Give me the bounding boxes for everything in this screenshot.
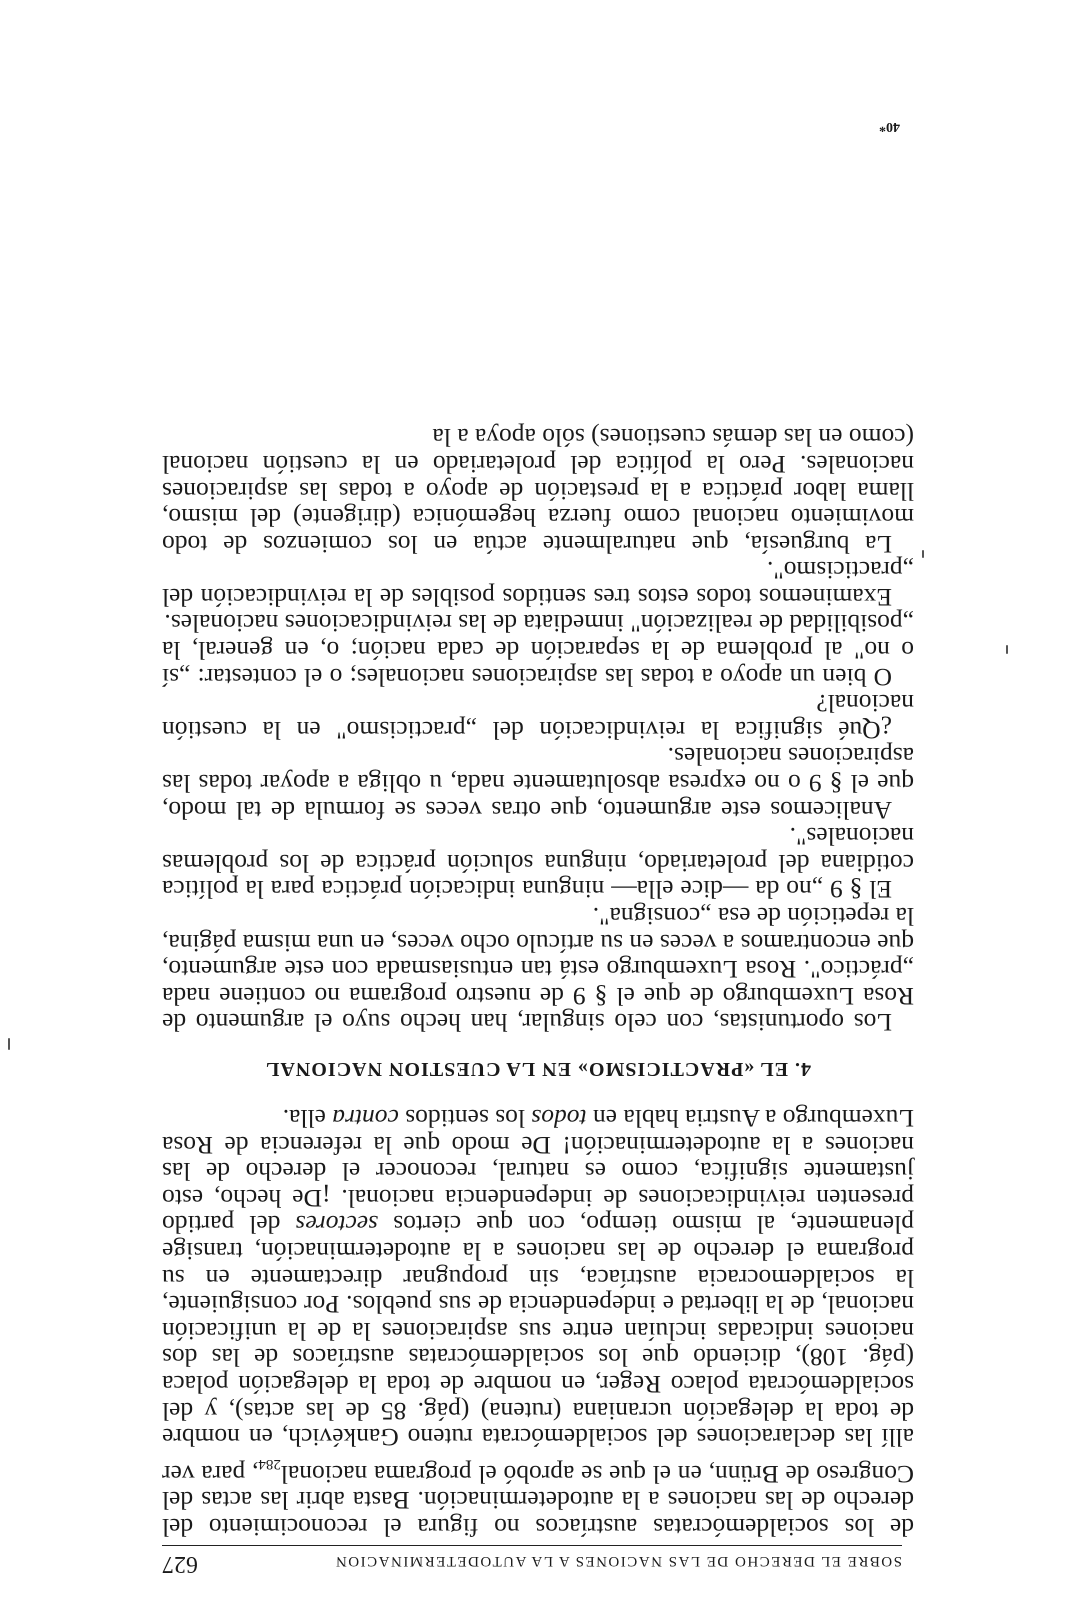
emphasis-todos: todos [531, 1104, 587, 1133]
footnote-marker: 40* [879, 119, 900, 134]
paragraph: ¿Qué significa la reivindicación del „practicismo" en la cuestión nacional? [162, 689, 914, 745]
paragraph: O bien un apoyo a todas las aspiraciones nacionales; o el contestar: „sí o no" al problema de la separación de cada nación; o, en general, la „posibilidad de realización" inmediata de las reivindicaciones nacionales. [162, 609, 914, 692]
paragraph-continued: de los socialdemócratas austríacos no figura el reconocimiento del derecho de las naciones a la autodeterminación. Basta abrir las actas del Congreso de Brünn, en el que se aprobó el programa nacional$_{284}$, para ver allí las declaraciones del socialdemócrata ruteno Gankévich, en nombre de toda la delegación ucraniana (rutena) (pág. 85 de las actas), y del socialdemócrata polaco Reger, en nombre de toda la delegación polaca (pág. 108), diciendo que los socialdemócratas austríacos de las dos naciones indicadas incluían entre sus aspiraciones la de la unificación nacional, de la libertad e independencia de sus pueblos. Por consiguiente, la socialdemocracia austríaca, sin propugnar directamente en su programa el derecho de las naciones a la autodeterminación, transige plenamente, al mismo tiempo, con que ciertos sectores del partido presenten reivindicaciones de independencia nacional. ¡De hecho, esto justamente significa, como es natural, reconocer el derecho de las naciones a la autodeterminación! De modo que la referencia de Rosa Luxemburgo a Austria habla en todos los sentidos contra ella. [162, 1104, 914, 1542]
running-header [162, 1545, 902, 1586]
margin-scan-mark [1006, 645, 1008, 654]
paragraph: Los oportunistas, con celo singular, han hecho suyo el argumento de Rosa Luxemburgo de que el § 9 de nuestro programa no contiene nada „práctico". Rosa Luxemburgo está tan entusiasmada con este argumento, que encontramos a veces en su artículo ocho veces, en una misma página, la repetición de esa „consigna". [162, 902, 914, 1038]
margin-scan-mark [922, 550, 924, 558]
section-heading: 4. EL «PRACTICISMO» EN LA CUESTION NACIONAL [265, 1058, 811, 1081]
footnote-reference: 284 [258, 1455, 281, 1472]
emphasis-contra: contra [332, 1104, 399, 1133]
paragraph: El § 9 „no da —dice ella— ninguna indicación práctica para la política cotidiana del proletariado, ninguna solución práctica de los problemas nacionales". [162, 822, 914, 905]
emphasis-sectores: sectores [295, 1210, 379, 1240]
paragraph: Examinemos todos estos tres sentidos posibles de la reivindicación del „practicismo". [162, 556, 914, 612]
paragraph: Analicemos este argumento, que otras veces se formula de tal modo, que el § 9 o no expresa absolutamente nada, u obliga a apoyar todas las aspiraciones nacionales. [162, 742, 914, 825]
running-title: SOBRE EL DERECHO DE LAS NACIONES A LA AUTODETERMINACION [334, 1553, 902, 1569]
paragraph: La burguesía, que naturalmente actúa en los comienzos de todo movimiento nacional como fuerza hegemónica (dirigente) del mismo, llama labor práctica a la prestación de apoyo a todas las aspiraciones nacionales. Pero la política del proletariado en la cuestión nacional (como en las demás cuestiones) sólo apoya a la [162, 423, 914, 559]
body-text [162, 424, 914, 1540]
page-number: 627 [162, 1551, 198, 1577]
margin-scan-mark [8, 1038, 10, 1050]
